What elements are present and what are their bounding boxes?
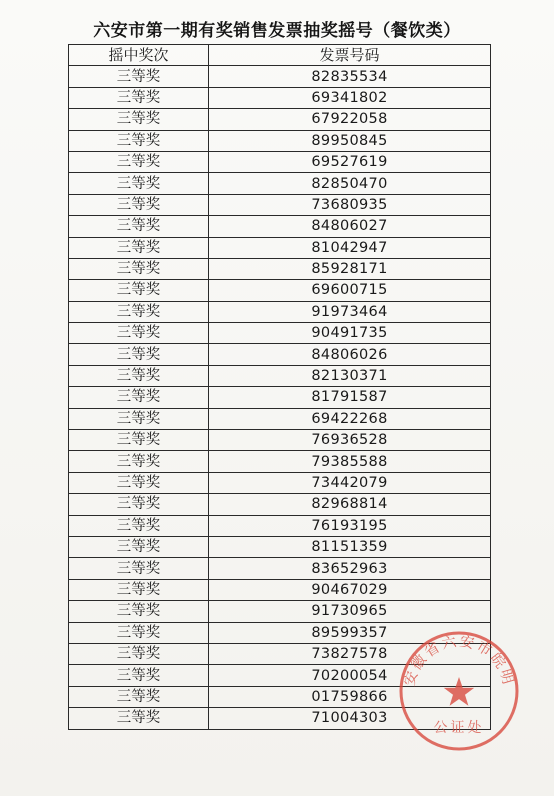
invoice-number-cell: 79385588 [209, 451, 491, 472]
document-title: 六安市第一期有奖销售发票抽奖摇号（餐饮类） [93, 21, 461, 41]
header-invoice-number: 发票号码 [209, 45, 491, 66]
prize-level-cell: 三等奖 [69, 494, 209, 515]
table-row [69, 66, 491, 87]
prize-level-cell: 三等奖 [69, 387, 209, 408]
prize-level-cell: 三等奖 [69, 173, 209, 194]
table-row [69, 536, 491, 557]
prize-level-cell: 三等奖 [69, 430, 209, 451]
prize-level-cell: 三等奖 [69, 601, 209, 622]
notary-seal [396, 628, 522, 754]
prize-level-cell: 三等奖 [69, 515, 209, 536]
header-prize-level: 摇中奖次 [69, 45, 209, 66]
invoice-number-cell: 91973464 [209, 301, 491, 322]
table-row [69, 472, 491, 493]
prize-level-cell: 三等奖 [69, 365, 209, 386]
invoice-number-cell: 81042947 [209, 237, 491, 258]
table-row [69, 408, 491, 429]
invoice-number-cell: 69600715 [209, 280, 491, 301]
table-row [69, 344, 491, 365]
table-row [69, 237, 491, 258]
invoice-number-cell: 73680935 [209, 194, 491, 215]
prize-level-cell: 三等奖 [69, 558, 209, 579]
prize-level-cell: 三等奖 [69, 344, 209, 365]
table-row [69, 494, 491, 515]
invoice-number-cell: 71004303 [209, 708, 491, 729]
table-row [69, 280, 491, 301]
invoice-number-cell: 90491735 [209, 323, 491, 344]
table-row [69, 579, 491, 600]
invoice-number-cell: 82850470 [209, 173, 491, 194]
prize-level-cell: 三等奖 [69, 622, 209, 643]
prize-level-cell: 三等奖 [69, 643, 209, 664]
prize-level-cell: 三等奖 [69, 451, 209, 472]
invoice-number-cell: 76193195 [209, 515, 491, 536]
table-row [69, 365, 491, 386]
table-row [69, 216, 491, 237]
invoice-number-cell: 81791587 [209, 387, 491, 408]
invoice-number-cell: 73827578 [209, 643, 491, 664]
lottery-results-table [68, 44, 491, 730]
table-row [69, 323, 491, 344]
prize-level-cell: 三等奖 [69, 536, 209, 557]
prize-level-cell: 三等奖 [69, 87, 209, 108]
star-icon [444, 677, 474, 706]
table-row [69, 109, 491, 130]
table-row [69, 451, 491, 472]
table-row [69, 130, 491, 151]
invoice-number-cell: 73442079 [209, 472, 491, 493]
invoice-number-cell: 81151359 [209, 536, 491, 557]
prize-level-cell: 三等奖 [69, 151, 209, 172]
table-row [69, 601, 491, 622]
prize-level-cell: 三等奖 [69, 280, 209, 301]
invoice-number-cell: 89599357 [209, 622, 491, 643]
prize-level-cell: 三等奖 [69, 665, 209, 686]
invoice-number-cell: 90467029 [209, 579, 491, 600]
table-row [69, 194, 491, 215]
table-row [69, 258, 491, 279]
prize-level-cell: 三等奖 [69, 237, 209, 258]
invoice-number-cell: 69422268 [209, 408, 491, 429]
invoice-number-cell: 89950845 [209, 130, 491, 151]
prize-level-cell: 三等奖 [69, 216, 209, 237]
table-row [69, 558, 491, 579]
invoice-number-cell: 84806026 [209, 344, 491, 365]
invoice-number-cell: 70200054 [209, 665, 491, 686]
table-row [69, 301, 491, 322]
table-row [69, 515, 491, 536]
invoice-number-cell: 01759866 [209, 686, 491, 707]
table-row [69, 430, 491, 451]
table-row [69, 151, 491, 172]
invoice-number-cell: 91730965 [209, 601, 491, 622]
seal-arc-text: 安徽省六安市皖明 [401, 634, 517, 689]
prize-level-cell: 三等奖 [69, 258, 209, 279]
invoice-number-cell: 82835534 [209, 66, 491, 87]
prize-level-cell: 三等奖 [69, 323, 209, 344]
invoice-number-cell: 69527619 [209, 151, 491, 172]
invoice-number-cell: 69341802 [209, 87, 491, 108]
prize-level-cell: 三等奖 [69, 130, 209, 151]
table-row [69, 87, 491, 108]
prize-level-cell: 三等奖 [69, 301, 209, 322]
table-header-row [69, 45, 491, 66]
prize-level-cell: 三等奖 [69, 66, 209, 87]
table-row [69, 387, 491, 408]
invoice-number-cell: 82968814 [209, 494, 491, 515]
invoice-number-cell: 85928171 [209, 258, 491, 279]
prize-level-cell: 三等奖 [69, 708, 209, 729]
prize-level-cell: 三等奖 [69, 472, 209, 493]
prize-level-cell: 三等奖 [69, 686, 209, 707]
table-row [69, 173, 491, 194]
invoice-number-cell: 76936528 [209, 430, 491, 451]
invoice-number-cell: 83652963 [209, 558, 491, 579]
prize-level-cell: 三等奖 [69, 408, 209, 429]
prize-level-cell: 三等奖 [69, 194, 209, 215]
prize-level-cell: 三等奖 [69, 579, 209, 600]
seal-bottom-text: 公证处 [433, 720, 485, 736]
invoice-number-cell: 82130371 [209, 365, 491, 386]
invoice-number-cell: 84806027 [209, 216, 491, 237]
invoice-number-cell: 67922058 [209, 109, 491, 130]
prize-level-cell: 三等奖 [69, 109, 209, 130]
